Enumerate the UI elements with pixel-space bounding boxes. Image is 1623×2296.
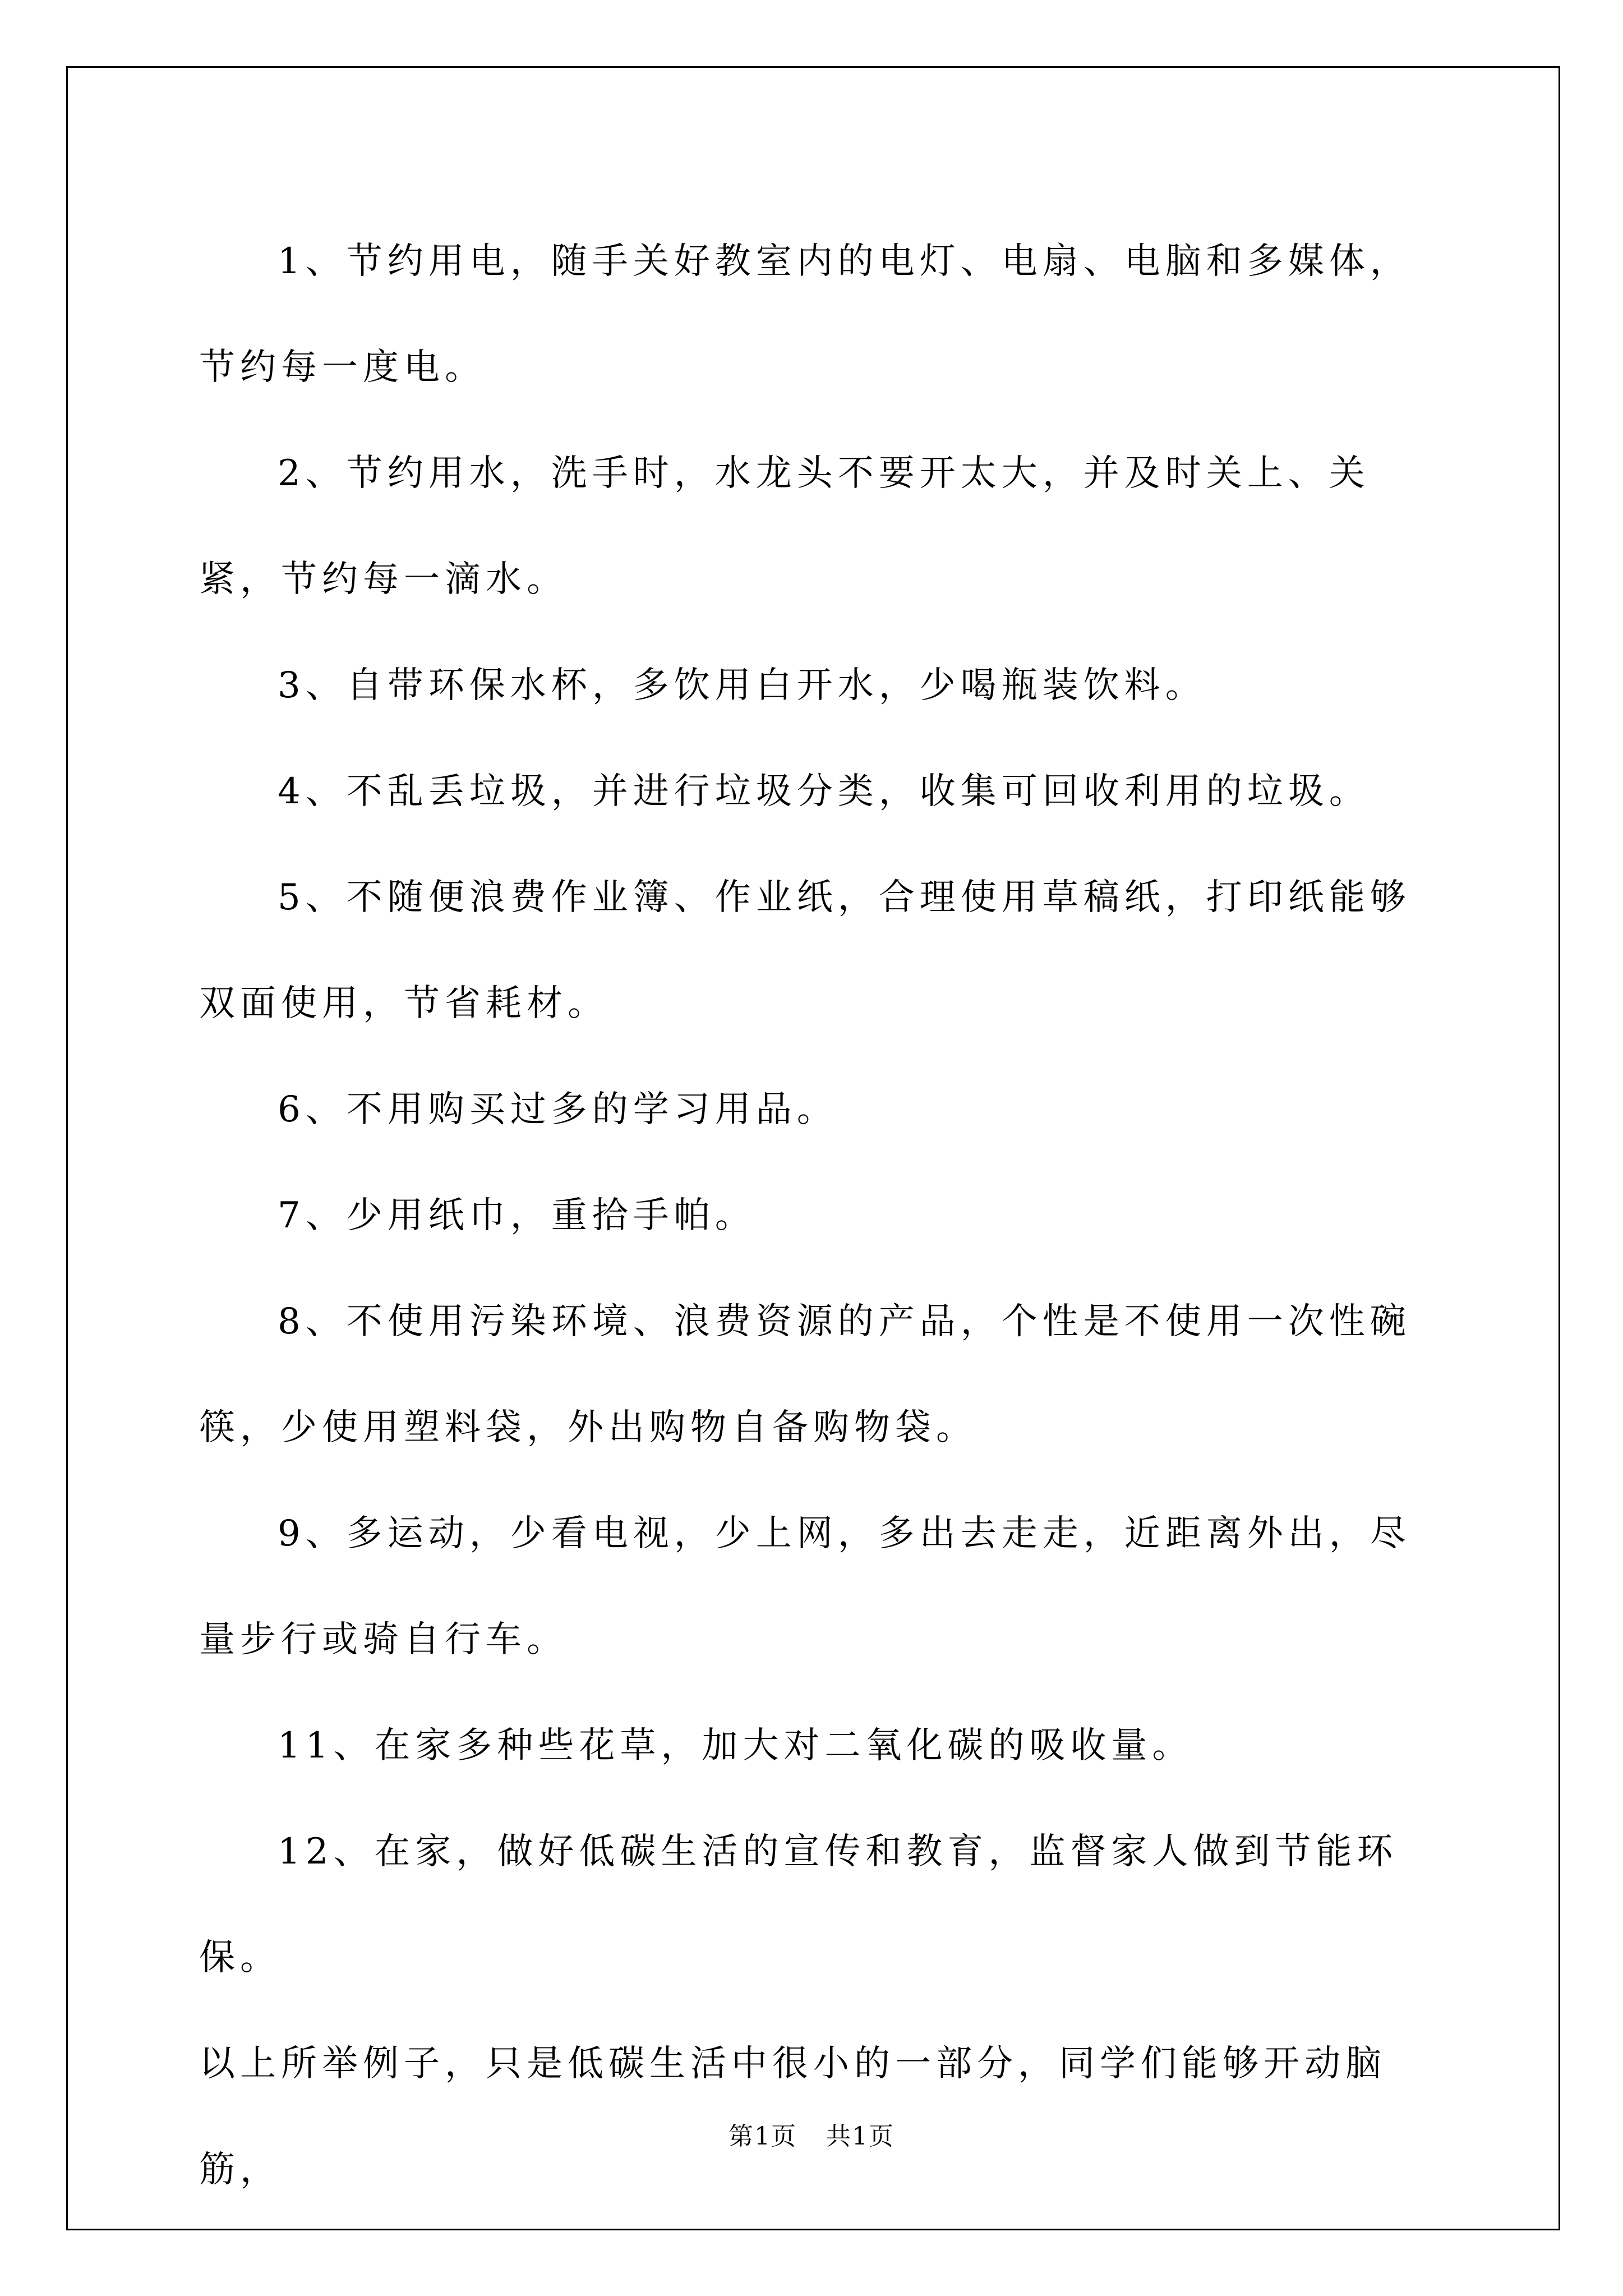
- paragraph-summary: 以上所举例子，只是低碳生活中很小的一部分，同学们能够开动脑筋，: [199, 2043, 1386, 2191]
- page-footer: [0, 2116, 1623, 2152]
- paragraph-12: 12、在家，做好低碳生活的宣传和教育，监督家人做到节能环保。: [199, 1831, 1398, 1978]
- paragraph-1: 1、节约用电，随手关好教室内的电灯、电扇、电脑和多媒体，节约每一度电。: [199, 241, 1411, 388]
- paragraph-9: 9、多运动，少看电视，少上网，多出去走走，近距离外出，尽量步行或骑自行车。: [199, 1513, 1411, 1660]
- document-body: [199, 209, 1427, 2223]
- paragraph-8: 8、不使用污染环境、浪费资源的产品，个性是不使用一次性碗筷，少使用塑料袋，外出购物自备购物袋。: [199, 1301, 1411, 1448]
- paragraph-2: 2、节约用水，洗手时，水龙头不要开太大，并及时关上、关紧，节约每一滴水。: [199, 453, 1370, 600]
- paragraph-11: 11、在家多种些花草，加大对二氧化碳的吸收量。: [278, 1725, 1193, 1766]
- paragraph-7: 7、少用纸巾，重拾手帕。: [278, 1195, 756, 1236]
- page-total: 共1页: [826, 2122, 895, 2151]
- paragraph-6: 6、不用购买过多的学习用品。: [278, 1089, 838, 1130]
- paragraph-4: 4、不乱丢垃圾，并进行垃圾分类，收集可回收利用的垃圾。: [278, 771, 1370, 812]
- paragraph-5: 5、不随便浪费作业簿、作业纸，合理使用草稿纸，打印纸能够双面使用，节省耗材。: [199, 877, 1411, 1024]
- page-number: 第1页: [728, 2122, 797, 2151]
- paragraph-3: 3、自带环保水杯，多饮用白开水，少喝瓶装饮料。: [278, 665, 1206, 706]
